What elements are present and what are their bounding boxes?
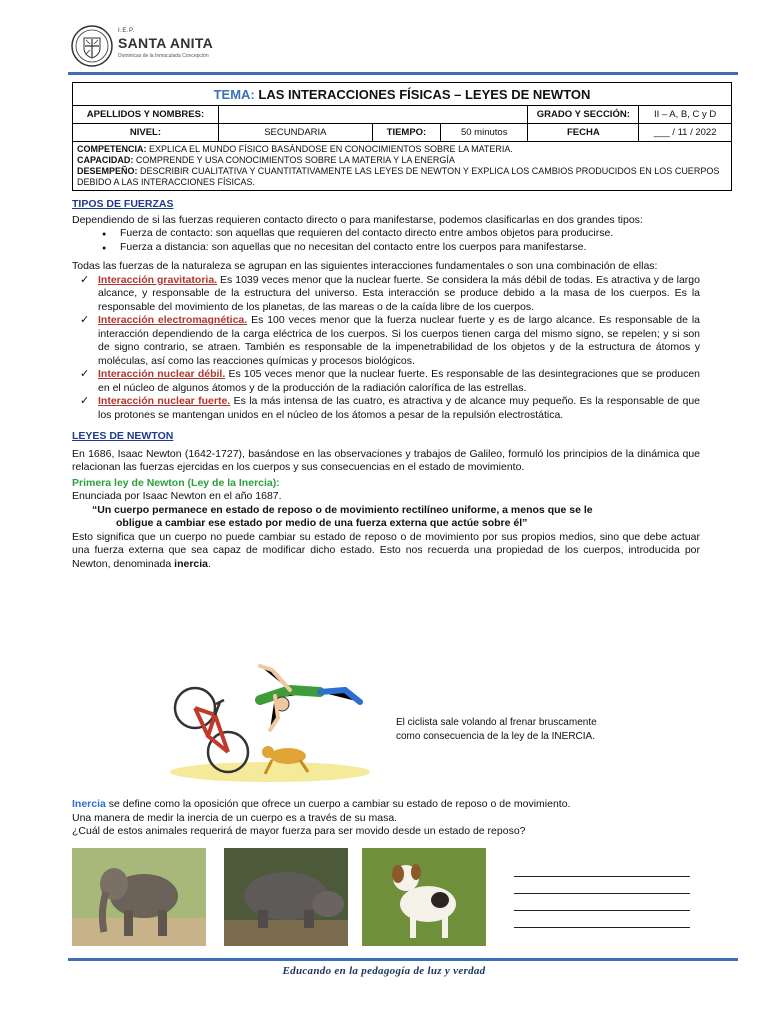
iep-label: I.E.P. [118,28,135,34]
caption-line-2: como consecuencia de la ley de la INERCIA. [396,731,595,742]
animals-question: ¿Cuál de estos animales requerirá de mayor fuerza para ser movido desde un estado de reposo? [72,825,526,837]
answer-line[interactable] [514,860,690,877]
quote-line-2: obligue a cambiar ese estado por medio de una fuerza externa que actúe sobre él” [116,517,528,529]
answer-lines[interactable] [514,860,690,928]
fecha-value[interactable]: ___ / 11 / 2022 [639,124,732,142]
footer-divider [68,958,738,961]
grado-label: GRADO Y SECCIÓN: [528,106,639,124]
inercia-definition: Inercia se define como la oposición que ofrece un cuerpo a cambiar su estado de reposo o de movimiento. [72,798,571,810]
check-icon: ✓ [80,368,90,380]
check-icon: ✓ [80,273,90,286]
list-item: ✓ Interacción electromagnética. Es 100 veces menor que la fuerza nuclear fuerte y es de largo alcance. Es responsable de la interacción dependiendo de la carga eléctrica de los cuerpos. Si los cuerpos tienen carga del mismo signo, se repelen; y si son de signo contrario, se atraen. También es responsable de la impenetrabilidad de los objetos y de la estructura de átomos y moléculas, así como las reacciones químicas y procesos biológicos. [80,314,700,367]
enunciada-text: Enunciada por Isaac Newton en el año 1687. [72,490,282,502]
school-name: SANTA ANITA [118,35,214,51]
figure-caption [396,716,597,744]
list-item: ✓ Interacción gravitatoria. Es 1039 veces menor que la nuclear fuerte. Se considera la más débil de todas. Es atractiva y de largo alcance, y responsable de la estructura del universo. Esta interacción se produce debido a la masa de los cuerpos. Es la responsable del movimiento de los planetas, de las mareas o de la caída libre de los cuerpos. [80,273,700,313]
school-subtitle: Dominicas de la Inmaculada Concepción [118,53,209,59]
answer-line[interactable] [514,877,690,894]
list-item: ✓ Interacción nuclear débil. Es 105 veces menor que la nuclear fuerte. Es responsable de las desintegraciones que se producen en el núcleo de algunos átomos y de la producción de la radiación calorífica de las estrellas. [80,368,700,394]
desempeno-line: DESEMPEÑO: DESCRIBIR CUALITATIVA Y CUANTITATIVAMENTE LAS LEYES DE NEWTON Y EXPLICA LOS CAMBIOS PRODUCIDOS EN LOS CUERPOS DEBIDO A LAS INTERACCIONES FÍSICAS. [77,166,720,187]
cyclist-illustration [160,660,380,790]
inercia-section [72,798,700,839]
inercia-explanation: Esto significa que un cuerpo no puede cambiar su estado de reposo o de movimiento por sus propios medios, sino que debe actuar una fuerza externa que sea capaz de modificar dicho estado. Esto nos recuerda una propiedad de los cuerpos, introducida por Newton, denominada inercia. [72,530,700,570]
school-crest-icon [70,24,114,68]
main-content [72,198,700,571]
quote-line-1: “Un cuerpo permanece en estado de reposo o de movimiento rectilíneo uniforme, a menos que se le [92,503,593,516]
capacidad-line: CAPACIDAD: COMPRENDE Y USA CONOCIMIENTOS SOBRE LA MATERIA Y LA ENERGÍA [77,155,455,165]
nivel-value: SECUNDARIA [218,124,372,142]
tema-label: TEMA: [213,86,255,102]
tema-row [73,83,732,106]
primera-ley-title: Primera ley de Newton (Ley de la Inercia): [72,476,280,489]
header-divider [68,72,738,75]
tiempo-label: TIEMPO: [372,124,440,142]
competencia-line: COMPETENCIA: EXPLICA EL MUNDO FÍSICO BASÁNDOSE EN CONOCIMIENTOS SOBRE LA MATERIA. [77,144,513,154]
check-icon: ✓ [80,314,90,326]
tipos-intro: Dependiendo de si las fuerzas requieren contacto directo o para manifestarse, podemos clasificarlas en dos grandes tipos: [72,213,643,226]
tiempo-value: 50 minutos [441,124,528,142]
interactions-list [72,274,700,423]
info-table [72,82,732,191]
tema-text: LAS INTERACCIONES FÍSICAS – LEYES DE NEWTON [258,86,591,102]
tipos-list [72,227,700,254]
dog-photo [362,848,486,946]
leyes-heading: LEYES DE NEWTON [72,430,174,442]
nivel-label: NIVEL: [73,124,219,142]
hippo-photo [224,848,348,946]
check-icon: ✓ [80,395,90,407]
tipos-para: Todas las fuerzas de la naturaleza se agrupan en las siguientes interacciones fundamentales o son una combinación de ellas: [72,260,658,272]
list-item: ✓ Interacción nuclear fuerte. Es la más intensa de las cuatro, es atractiva y de alcance muy pequeño. Es la responsable de que los protones se mantengan unidos en el núcleo de los átomos a pesar de la repulsión electrostática. [80,395,701,421]
school-header [70,24,310,70]
apellidos-field[interactable] [218,106,527,124]
grado-value: II – A, B, C y D [639,106,732,124]
fecha-label: FECHA [528,124,639,142]
tipos-heading: TIPOS DE FUERZAS [72,198,174,210]
inercia-line-2: Una manera de medir la inercia de un cuerpo es a través de su masa. [72,811,398,824]
leyes-intro: En 1686, Isaac Newton (1642-1727), basándose en las observaciones y trabajos de Galileo, formuló los principios de la dinámica que relacionan las fuerzas ejercidas en los cuerpos y sus consecuencias en el estado de movimiento. [72,447,700,473]
caption-line-1: El ciclista sale volando al frenar bruscamente [396,717,597,728]
answer-line[interactable] [514,894,690,911]
competencias-cell [73,142,732,191]
answer-line[interactable] [514,911,690,928]
list-item: ● Fuerza de contacto: son aquellas que requieren del contacto directo entre ambos objetos para producirse. [120,227,700,241]
elephant-photo [72,848,206,946]
apellidos-label: APELLIDOS Y NOMBRES: [73,106,219,124]
list-item: ● Fuerza a distancia: son aquellas que no necesitan del contacto entre los cuerpos para manifestarse. [120,241,700,255]
footer-motto: Educando en la pedagogía de luz y verdad [282,965,486,977]
